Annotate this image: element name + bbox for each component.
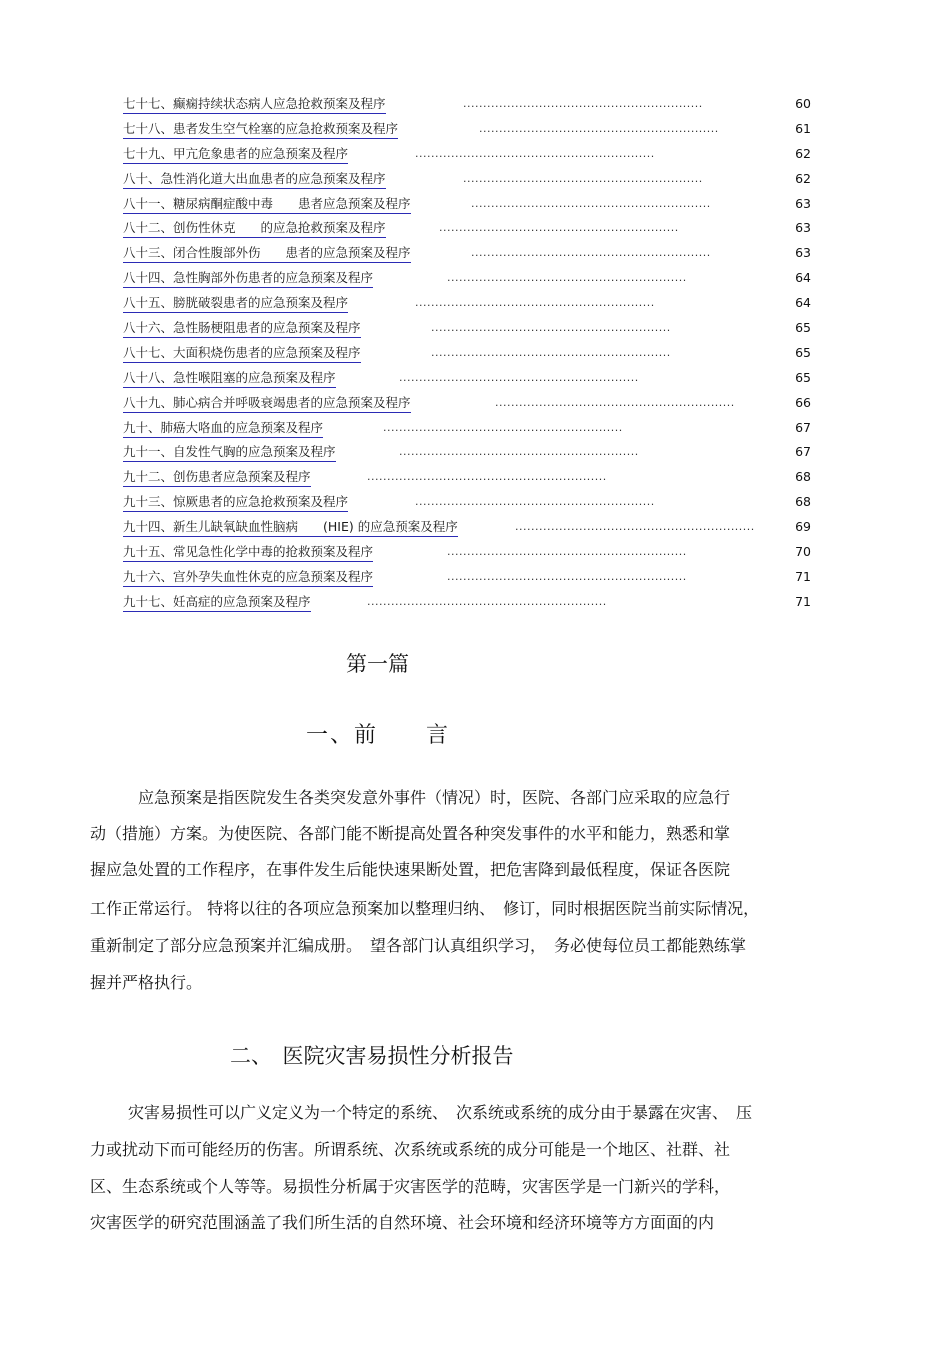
- toc-entry-title[interactable]: 八十五、膀胱破裂患者的应急预案及程序: [123, 291, 348, 313]
- toc-entry-title[interactable]: 八十九、肺心病合并呼吸衰竭患者的应急预案及程序: [123, 391, 411, 413]
- toc-page-number: 65: [795, 320, 811, 336]
- toc-leader-dots: ............................................................: [471, 196, 711, 210]
- toc-entry-title[interactable]: 九十二、创伤患者应急预案及程序: [123, 465, 311, 487]
- toc-entry[interactable]: [123, 366, 823, 391]
- toc-leader-dots: ............................................................: [447, 569, 687, 583]
- toc-entry-title[interactable]: 八十七、大面积烧伤患者的应急预案及程序: [123, 341, 361, 363]
- preface-line: 动（措施）方案。为使医院、各部门能不断提高处置各种突发事件的水平和能力，熟悉和掌: [90, 824, 731, 843]
- toc-entry[interactable]: [123, 92, 823, 117]
- preface-line: 重新制定了部分应急预案并汇编成册。 望各部门认真组织学习， 务必使每位员工都能熟练掌: [90, 936, 747, 955]
- toc-page-number: 68: [795, 469, 811, 485]
- toc-leader-dots: ............................................................: [399, 445, 639, 459]
- toc-entry[interactable]: [123, 391, 823, 416]
- toc-entry[interactable]: [123, 142, 823, 167]
- toc-entry-title[interactable]: 八十六、急性肠梗阻患者的应急预案及程序: [123, 316, 361, 338]
- toc-page-number: 63: [795, 220, 811, 236]
- toc-entry-title[interactable]: 八十一、糖尿病酮症酸中毒 患者应急预案及程序: [123, 192, 411, 214]
- toc-leader-dots: ............................................................: [463, 97, 703, 110]
- toc-entry-title[interactable]: 九十五、常见急性化学中毒的抢救预案及程序: [123, 540, 373, 562]
- toc-leader-dots: ............................................................: [367, 594, 607, 608]
- toc-entry[interactable]: [123, 291, 823, 316]
- analysis-line: 力或扰动下而可能经历的伤害。所谓系统、次系统或系统的成分可能是一个地区、社群、社: [90, 1140, 731, 1159]
- preface-line: 握应急处置的工作程序，在事件发生后能快速果断处置，把危害降到最低程度，保证各医院: [90, 860, 731, 879]
- toc-page-number: 62: [795, 170, 811, 186]
- toc-page-number: 64: [795, 270, 811, 286]
- toc-leader-dots: ............................................................: [479, 121, 719, 135]
- toc-leader-dots: ............................................................: [431, 321, 671, 335]
- toc-page-number: 63: [795, 195, 811, 211]
- part-title: 第一篇: [346, 652, 409, 676]
- toc-page-number: 67: [795, 419, 811, 435]
- toc-entry-title[interactable]: 八十三、闭合性腹部外伤 患者的应急预案及程序: [123, 241, 411, 263]
- preface-line: 工作正常运行。 特将以往的各项应急预案加以整理归纳、 修订，同时根据医院当前实际情况，: [90, 899, 760, 918]
- toc-entry-title[interactable]: 八十二、创伤性休克 的应急抢救预案及程序: [123, 216, 386, 238]
- toc-entry[interactable]: [123, 316, 823, 341]
- toc-page-number: 60: [795, 96, 811, 111]
- toc-entry-title[interactable]: 九十三、惊厥患者的应急抢救预案及程序: [123, 490, 348, 512]
- toc-entry[interactable]: [123, 341, 823, 366]
- toc-entry-title[interactable]: 八十八、急性喉阻塞的应急预案及程序: [123, 366, 336, 388]
- toc-entry[interactable]: [123, 167, 823, 192]
- toc-page-number: 66: [795, 394, 811, 410]
- toc-page-number: 71: [795, 593, 811, 609]
- toc-entry[interactable]: [123, 590, 823, 615]
- toc-entry[interactable]: [123, 117, 823, 142]
- toc-leader-dots: ............................................................: [515, 520, 755, 534]
- toc-entry[interactable]: [123, 241, 823, 266]
- toc-leader-dots: ............................................................: [367, 470, 607, 484]
- toc-page-number: 65: [795, 369, 811, 385]
- toc-leader-dots: ............................................................: [399, 370, 639, 384]
- toc-entry[interactable]: [123, 540, 823, 565]
- toc-page-number: 61: [795, 120, 811, 136]
- toc-entry-title[interactable]: 八十、急性消化道大出血患者的应急预案及程序: [123, 167, 386, 189]
- toc-page-number: 65: [795, 344, 811, 360]
- toc-entry-title[interactable]: 九十六、宫外孕失血性休克的应急预案及程序: [123, 565, 373, 587]
- toc-leader-dots: ............................................................: [495, 395, 735, 409]
- toc-page-number: 69: [795, 519, 811, 535]
- toc-leader-dots: ............................................................: [415, 146, 655, 160]
- toc-entry[interactable]: [123, 565, 823, 590]
- toc-leader-dots: ............................................................: [431, 345, 671, 359]
- toc-leader-dots: ............................................................: [383, 420, 623, 434]
- toc-entry[interactable]: [123, 515, 823, 540]
- toc-entry[interactable]: [123, 192, 823, 217]
- toc-leader-dots: ............................................................: [463, 171, 703, 185]
- toc-entry[interactable]: [123, 416, 823, 441]
- toc-entry-title[interactable]: 九十、肺癌大咯血的应急预案及程序: [123, 416, 323, 438]
- toc-entry[interactable]: [123, 465, 823, 490]
- toc-entry-title[interactable]: 七十七、癫痫持续状态病人应急抢救预案及程序: [123, 92, 386, 114]
- toc-entry[interactable]: [123, 216, 823, 241]
- toc-leader-dots: ............................................................: [471, 246, 711, 260]
- analysis-line: 灾害易损性可以广义定义为一个特定的系统、 次系统或系统的成分由于暴露在灾害、 压: [128, 1103, 753, 1122]
- preface-line: 握并严格执行。: [90, 973, 203, 992]
- preface-line: 应急预案是指医院发生各类突发意外事件（情况）时，医院、各部门应采取的应急行: [138, 788, 731, 807]
- toc-entry-title[interactable]: 九十七、妊高症的应急预案及程序: [123, 590, 311, 612]
- toc-leader-dots: ............................................................: [447, 545, 687, 559]
- toc-entry[interactable]: [123, 266, 823, 291]
- section-title-preface: 一、前 言: [306, 723, 451, 748]
- toc-page-number: 70: [795, 544, 811, 560]
- toc-entry-title[interactable]: 八十四、急性胸部外伤患者的应急预案及程序: [123, 266, 373, 288]
- toc-page-number: 63: [795, 245, 811, 261]
- toc-page-number: 62: [795, 145, 811, 161]
- toc-entry-title[interactable]: 九十一、自发性气胸的应急预案及程序: [123, 440, 336, 462]
- toc-entry-title[interactable]: 七十八、患者发生空气栓塞的应急抢救预案及程序: [123, 117, 398, 139]
- toc-leader-dots: ............................................................: [415, 495, 655, 509]
- toc-page-number: 71: [795, 568, 811, 584]
- toc-leader-dots: ............................................................: [415, 296, 655, 310]
- section-title-disaster-analysis: 二、 医院灾害易损性分析报告: [230, 1044, 514, 1068]
- toc-entry[interactable]: [123, 490, 823, 515]
- toc-page-number: 64: [795, 295, 811, 311]
- toc-page-number: 67: [795, 444, 811, 460]
- toc-entry-title[interactable]: 九十四、新生儿缺氧缺血性脑病 (HIE) 的应急预案及程序: [123, 515, 458, 537]
- toc-entry[interactable]: [123, 440, 823, 465]
- analysis-line: 灾害医学的研究范围涵盖了我们所生活的自然环境、社会环境和经济环境等方方面面的内: [90, 1213, 715, 1232]
- table-of-contents: [123, 92, 823, 615]
- toc-entry-title[interactable]: 七十九、甲亢危象患者的应急预案及程序: [123, 142, 348, 164]
- toc-page-number: 68: [795, 494, 811, 510]
- toc-leader-dots: ............................................................: [447, 271, 687, 285]
- toc-leader-dots: ............................................................: [439, 221, 679, 235]
- analysis-line: 区、生态系统或个人等等。易损性分析属于灾害医学的范畴，灾害医学是一门新兴的学科，: [90, 1177, 731, 1196]
